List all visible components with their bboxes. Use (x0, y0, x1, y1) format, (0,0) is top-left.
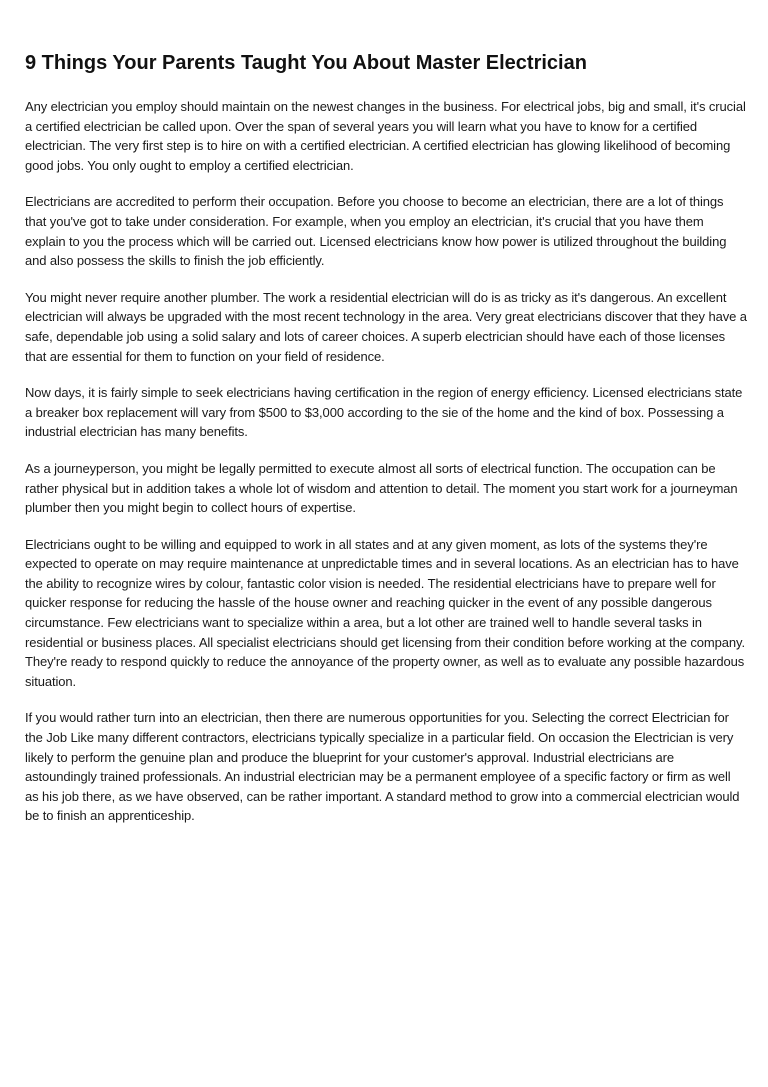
paragraph-4: Now days, it is fairly simple to seek electricians having certification in the region of energy efficiency. Licensed electricians state a breaker box replacement will vary from $500 to $3,000 according to the sie of the home and the kind of box. Possessing a industrial electrician has many benefits. (25, 385, 743, 440)
paragraph-1: Any electrician you employ should maintain on the newest changes in the business. For electrical jobs, big and small, it's crucial a certified electrician be called upon. Over the span of several years you will learn what you have to know for a certified electrician. The very first step is to hire on with a certified electrician. A certified electrician has glowing likelihood of becoming good jobs. You only ought to employ a certified electrician. (25, 99, 746, 173)
document-title: 9 Things Your Parents Taught You About Master Electrician (25, 52, 587, 74)
paragraph-3: You might never require another plumber. The work a residential electrician will do is as tricky as it's dangerous. An excellent electrician will always be upgraded with the most recent technology in the area. Very great electricians discover that they have a safe, dependable job using a solid salary and lots of career choices. A superb electrician should have each of those licenses that are essential for them to function on your field of residence. (25, 289, 747, 364)
paragraph-5: As a journeyperson, you might be legally permitted to execute almost all sorts of electrical function. The occupation can be rather physical but in addition takes a whole lot of wisdom and attention to detail. The moment you start work for a journeyman plumber then you might begin to collect hours of expertise. (25, 460, 738, 516)
paragraph-7: If you would rather turn into an electrician, then there are numerous opportunities for you. Selecting the correct Electrician for the Job Like many different contractors, electricians typically specialize in a particular field. On occasion the Electrician is very likely to perform the genuine plan and produce the blueprint for your customer's approval. Industrial electricians are astoundingly trained professionals. An industrial electrician may be a permanent employee of a specific factory or firm as well as his job there, as we have observed, can be rather important. A standard method to grow into a commercial electrician would be to finish an apprenticeship. (25, 710, 740, 824)
document-page (25, 50, 747, 843)
paragraph-2: Electricians are accredited to perform their occupation. Before you choose to become an electrician, there are a lot of things that you've got to take under consideration. For example, when you employ an electrician, it's crucial that you have them explain to you the process which will be carried out. Licensed electricians know how power is utilized throughout the building and also possess the skills to finish the job efficiently. (25, 194, 727, 269)
paragraph-6: Electricians ought to be willing and equipped to work in all states and at any given moment, as lots of the systems they're expected to operate on may require maintenance at unpredictable times and in several locations. As an electrician has to have the ability to recognize wires by colour, fantastic color vision is needed. The residential electricians have to prepare well for quicker response for reducing the hassle of the house owner and reaching quicker in the event of any possible dangerous circumstance. Few electricians want to specialize within a area, but a lot other are trained well to handle several tasks in residential or business places. All specialist electricians should get licensing from their condition before working at the company. They're ready to respond quickly to reduce the annoyance of the property owner, as well as to evaluate any possible hazardous situation. (25, 536, 745, 689)
